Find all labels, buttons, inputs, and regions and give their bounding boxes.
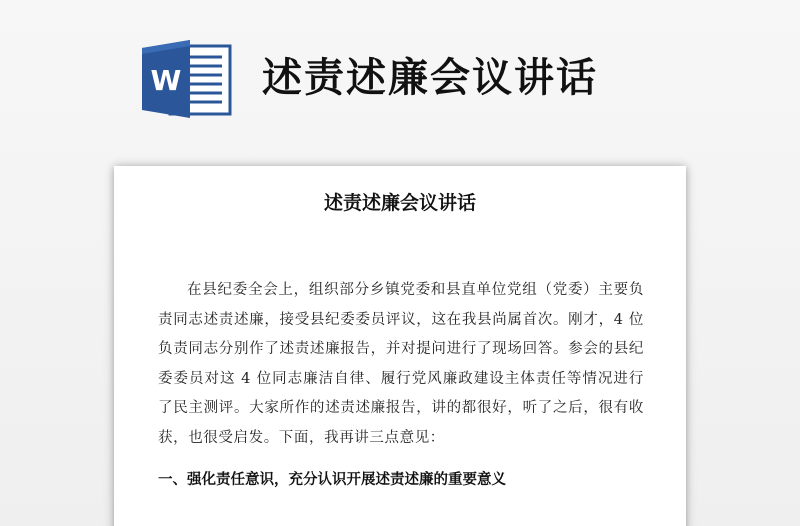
word-icon: [140, 40, 232, 118]
body-paragraph: 在县纪委全会上，组织部分乡镇党委和县直单位党组（党委）主要负责同志述责述廉，接受县纪委委员评议，这在我县尚属首次。刚才，4 位负责同志分别作了述责述廉报告，并对提问进行了现场回答。参会的县纪委委员对这 4 位同志廉洁自律、履行党风廉政建设主体责任等情况进行了民主测评。大家所作的述责述廉报告，讲的都很好，听了之后，很有收获，也很受启发。下面，我再讲三点意见：: [158, 282, 644, 446]
header: [0, 0, 800, 150]
document-page: [114, 166, 686, 526]
word-icon-letter: W: [150, 64, 182, 97]
header-title: 述责述廉会议讲话: [262, 55, 598, 101]
document-title: 述责述廉会议讲话: [323, 192, 476, 214]
section-heading: 一、强化责任意识，充分认识开展述责述廉的重要意义: [158, 472, 506, 488]
